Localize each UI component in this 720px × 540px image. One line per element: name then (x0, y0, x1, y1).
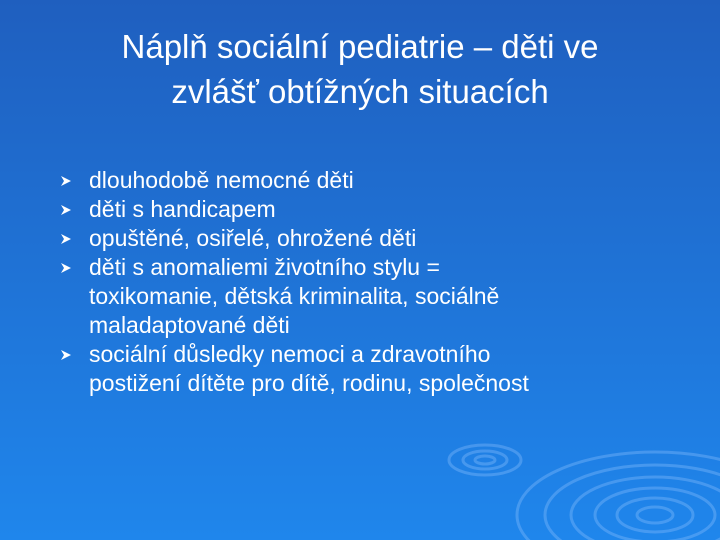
bullet-item (60, 195, 680, 224)
arrowhead-bullet-icon (60, 349, 72, 361)
arrowhead-bullet-icon (60, 233, 72, 245)
bullet-text: toxikomanie, dětská kriminalita, sociálně (89, 283, 500, 309)
arrowhead-bullet-icon (60, 262, 72, 274)
arrowhead-bullet-icon (60, 175, 72, 187)
bullet-text: děti s anomaliemi životního stylu = (89, 254, 440, 280)
bullet-item (60, 340, 680, 398)
bullet-item (60, 253, 680, 340)
bullet-text: sociální důsledky nemoci a zdravotního (89, 341, 491, 367)
bullet-list (60, 166, 680, 398)
arrowhead-bullet-icon (60, 204, 72, 216)
slide-title-line: Náplň sociální pediatrie – děti ve (121, 28, 599, 65)
bullet-text: postižení dítěte pro dítě, rodinu, společnost (89, 370, 529, 396)
bullet-text: maladaptované děti (89, 312, 290, 338)
bullet-text: opuštěné, osiřelé, ohrožené děti (89, 225, 417, 251)
bullet-item (60, 166, 680, 195)
slide-title-line: zvlášť obtížných situacích (171, 73, 549, 110)
bullet-item (60, 224, 680, 253)
slide-title (40, 24, 680, 114)
bullet-text: dlouhodobě nemocné děti (89, 167, 354, 193)
bullet-text: děti s handicapem (89, 196, 276, 222)
